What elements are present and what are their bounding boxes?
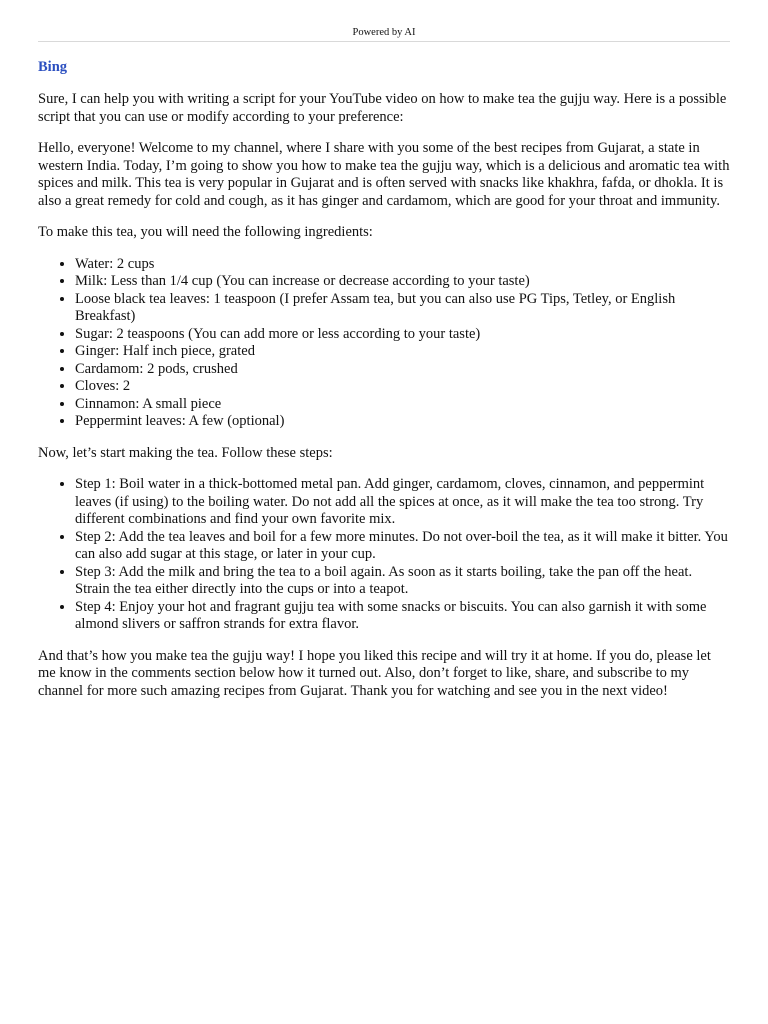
intro-paragraph: Sure, I can help you with writing a script for your YouTube video on how to make tea the gujju way. Here is a possible script that you can use or modify according to your preference: xyxy=(38,91,727,125)
ingredient-item: • Cardamom: 2 pods, crushed xyxy=(75,361,730,379)
brand-title: Bing xyxy=(38,59,68,75)
ingredient-item: • Sugar: 2 teaspoons (You can add more or less according to your taste) xyxy=(75,326,730,344)
ingredient-item: • Peppermint leaves: A few (optional) xyxy=(75,413,730,431)
ingredient-item: • Loose black tea leaves: 1 teaspoon (I prefer Assam tea, but you can also use PG Tips, Tetley, or English Breakfast) xyxy=(75,291,730,326)
steps-list xyxy=(38,476,730,634)
greeting-paragraph: Hello, everyone! Welcome to my channel, where I share with you some of the best recipes from Gujarat, a state in western India. Today, I’m going to show you how to make tea the gujju way, which is a delicious and aromatic tea with spices and milk. This tea is very popular in Gujarat and is often served with snacks like khakhra, fafda, or dhokla. It is also a great remedy for cold and cough, as it has ginger and cardamom, which are good for your throat and immunity. xyxy=(38,140,730,209)
ingredient-item: • Cloves: 2 xyxy=(75,378,730,396)
ingredient-item: • Ginger: Half inch piece, grated xyxy=(75,343,730,361)
ingredients-list xyxy=(38,256,730,431)
step-item: • Step 4: Enjoy your hot and fragrant gujju tea with some snacks or biscuits. You can also garnish it with some almond slivers or saffron strands for extra flavor. xyxy=(75,599,730,634)
closing-paragraph: And that’s how you make tea the gujju way! I hope you liked this recipe and will try it at home. If you do, please let me know in the comments section below how it turned out. Also, don’t forget to like, share, and subscribe to my channel for more such amazing recipes from Gujarat. Thank you for watching and see you in the next video! xyxy=(38,647,711,699)
ingredient-item: • Water: 2 cups xyxy=(75,256,730,274)
ingredient-item: • Cinnamon: A small piece xyxy=(75,396,730,414)
powered-by-header: Powered by AI xyxy=(38,0,730,42)
ingredients-intro: To make this tea, you will need the following ingredients: xyxy=(38,224,373,240)
step-item: • Step 2: Add the tea leaves and boil for a few more minutes. Do not over-boil the tea, as it will make it bitter. You can also add sugar at this stage, or later in your cup. xyxy=(75,529,730,564)
steps-intro: Now, let’s start making the tea. Follow these steps: xyxy=(38,444,333,461)
ingredient-item: • Milk: Less than 1/4 cup (You can increase or decrease according to your taste) xyxy=(75,273,730,291)
step-item: • Step 1: Boil water in a thick-bottomed metal pan. Add ginger, cardamom, cloves, cinnamon, and peppermint leaves (if using) to the boiling water. Do not add all the spices at once, as it will make the tea too strong. Try different combinations and find your own favorite mix. xyxy=(75,476,730,529)
step-item: • Step 3: Add the milk and bring the tea to a boil again. As soon as it starts boiling, take the pan off the heat. Strain the tea either directly into the cups or into a teapot. xyxy=(75,564,730,599)
